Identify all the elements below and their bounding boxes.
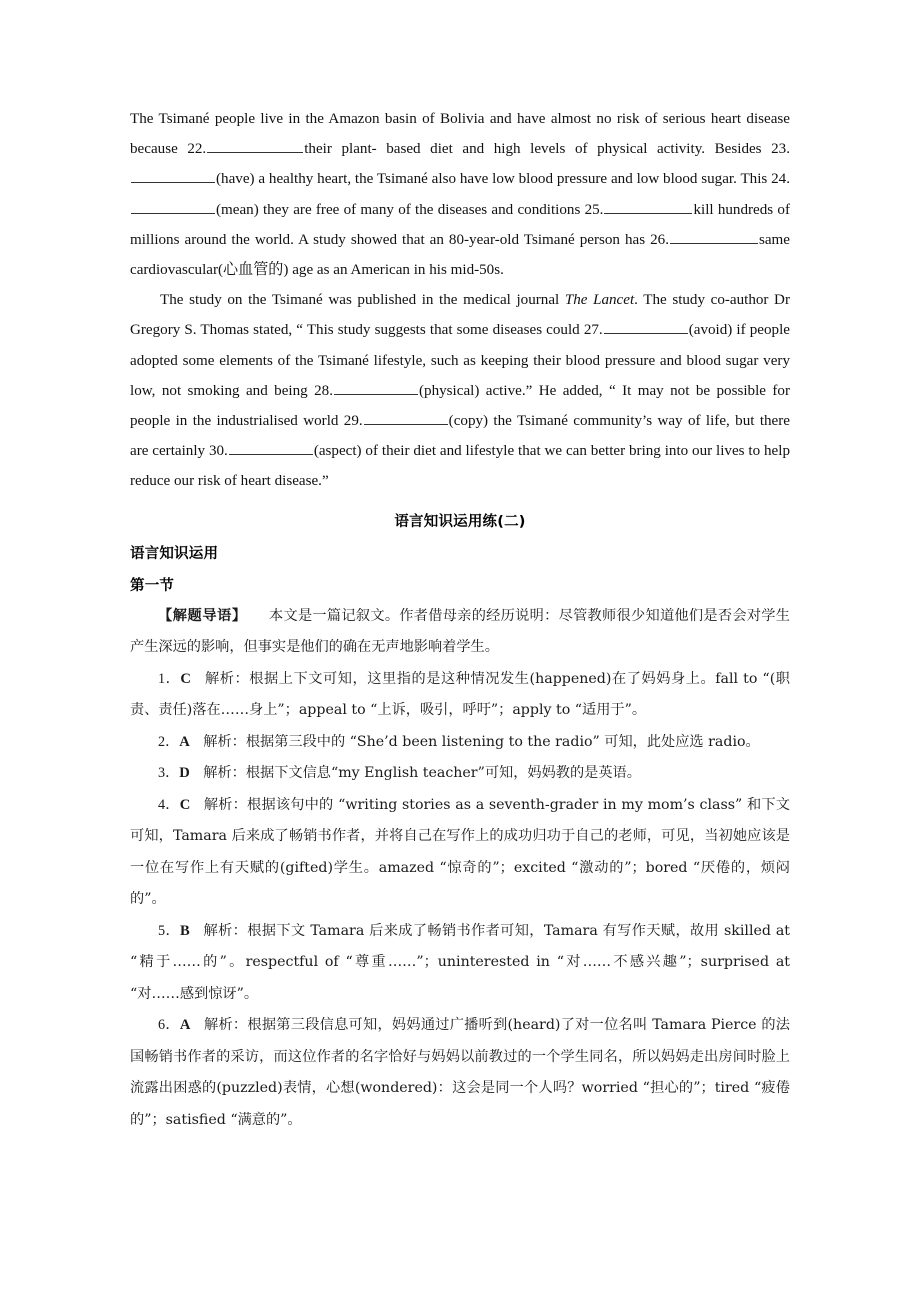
answer-analysis-label: 解析： <box>204 670 250 687</box>
guide-block <box>130 601 790 664</box>
answer-blank-29[interactable] <box>364 410 448 425</box>
answer-item-4 <box>130 790 790 916</box>
section-heading-part-one: 第一节 <box>130 577 175 594</box>
answer-number: 3． <box>158 765 180 782</box>
passage-text-segment: (physical) active.” He added, “ It may not be possible for people in the industrialised world 29. <box>130 382 790 430</box>
answer-number: 6． <box>158 1017 180 1034</box>
answer-analysis-label: 解析： <box>203 765 246 782</box>
answer-letter: A <box>179 733 191 750</box>
passage-text-segment: their plant- based diet and high levels of physical activity. Besides 23. <box>304 141 791 158</box>
answer-analysis-text: 根据下文 Tamara 后来成了畅销书作者可知，Tamara 有写作天赋，故用 skilled at “精于……的”。respectful of “尊重……”；uninterested in “对……不感兴趣”；surprised at “对……感到惊讶”。 <box>130 922 790 1002</box>
passage-text-segment: The Tsimané people live in the Amazon basin of Bolivia and have almost no risk of serious heart disease because 22. <box>130 111 790 158</box>
answer-analysis-text: 根据下文信息“my English teacher”可知，妈妈教的是英语。 <box>245 765 641 782</box>
journal-name: The Lancet <box>564 292 635 309</box>
answer-number: 4． <box>158 796 180 813</box>
section-heading-language-use: 语言知识运用 <box>130 545 219 562</box>
answer-item-3 <box>130 758 790 790</box>
answer-number: 2． <box>158 733 180 750</box>
answer-item-6 <box>130 1010 790 1136</box>
passage-text-segment: (have) a healthy heart, the Tsimané also have low blood pressure and low blood sugar. This 24. <box>216 171 790 188</box>
answer-blank-30[interactable] <box>229 440 313 455</box>
passage-paragraph-1 <box>130 104 790 285</box>
answer-item-5 <box>130 916 790 1011</box>
answer-letter: D <box>179 765 191 782</box>
passage-text-segment: (copy) the Tsimané community’s way of life, but there are certainly 30. <box>130 413 790 460</box>
answer-analysis-text: 根据该句中的 “writing stories as a seventh-grader in my mom’s class” 和下文可知，Tamara 后来成了畅销书作者，并将自己在写作上的成功归功于自己的老师，可见，当初她应该是一位在写作上有天赋的(gifted)学生。amazed “惊奇的”；excited “激动的”；bored “厌倦的，烦闷的”。 <box>130 796 790 908</box>
answer-analysis-label: 解析： <box>203 1017 248 1034</box>
guide-body-text: 本文是一篇记叙文。作者借母亲的经历说明：尽管教师很少知道他们是否会对学生产生深远的影响，但事实是他们的确在无声地影响着学生。 <box>130 607 790 656</box>
answer-letter: C <box>180 670 192 687</box>
answer-letter: B <box>180 922 191 939</box>
section-title: 语言知识运用练(二) <box>394 513 526 530</box>
guide-tag-label: 【解题导语】 <box>158 607 247 624</box>
answer-item-1 <box>130 664 790 727</box>
page-content <box>130 104 790 1136</box>
passage-text-segment: The study on the Tsimané was published in the medical journal <box>160 292 565 309</box>
answer-blank-27[interactable] <box>604 319 688 334</box>
answer-number: 1． <box>158 670 181 687</box>
answer-letter: A <box>179 1017 191 1034</box>
answer-blank-23[interactable] <box>131 168 215 183</box>
answer-analysis-text: 根据第三段信息可知，妈妈通过广播听到(heard)了对一位名叫 Tamara Pierce 的法国畅销书作者的采访，而这位作者的名字恰好与妈妈以前教过的一个学生同名，所以妈妈走出房间时脸上流露出困惑的(puzzled)表情，心想(wondered)：这会是同一个人吗？worried “担心的”；tired “疲倦的”；satisfied “满意的”。 <box>130 1017 790 1128</box>
answer-blank-25[interactable] <box>604 198 692 213</box>
answer-analysis-label: 解析： <box>203 922 248 939</box>
passage-paragraph-2 <box>130 285 790 496</box>
passage-text-segment: kill hundreds of millions around the world. A study showed that an 80-year-old Tsimané person has 26. <box>130 201 790 248</box>
passage-text-segment: (mean) they are free of many of the diseases and conditions 25. <box>216 201 604 218</box>
answer-analysis-text: 根据上下文可知，这里指的是这种情况发生(happened)在了妈妈身上。fall to “(职责、责任)落在……身上”；appeal to “上诉，吸引，呼吁”；apply to “适用于”。 <box>130 670 790 719</box>
passage-text-segment: (avoid) if people adopted some elements of the Tsimané lifestyle, such as keeping their blood pressure and blood sugar very low, not smoking and being 28. <box>130 322 790 399</box>
answer-blank-28[interactable] <box>334 379 418 394</box>
answer-blank-24[interactable] <box>131 198 215 213</box>
answer-analysis-text: 根据第三段中的 “She’d been listening to the radio” 可知，此处应选 radio。 <box>245 733 760 750</box>
answer-blank-26[interactable] <box>670 228 758 243</box>
answer-letter: C <box>179 796 191 813</box>
answer-blank-22[interactable] <box>207 138 303 153</box>
answer-analysis-label: 解析： <box>203 733 246 750</box>
answer-item-2 <box>130 727 790 759</box>
passage-text-segment: . The study co-author Dr Gregory S. Thomas stated, “ This study suggests that some diseases could 27. <box>130 292 790 339</box>
answer-number: 5． <box>158 922 181 939</box>
passage-text-segment: (aspect) of their diet and lifestyle that we can better bring into our lives to help reduce our risk of heart disease.” <box>130 443 790 490</box>
passage-text-segment: same cardiovascular(心血管的) age as an American in his mid-50s. <box>130 231 790 279</box>
answer-analysis-label: 解析： <box>203 796 248 813</box>
